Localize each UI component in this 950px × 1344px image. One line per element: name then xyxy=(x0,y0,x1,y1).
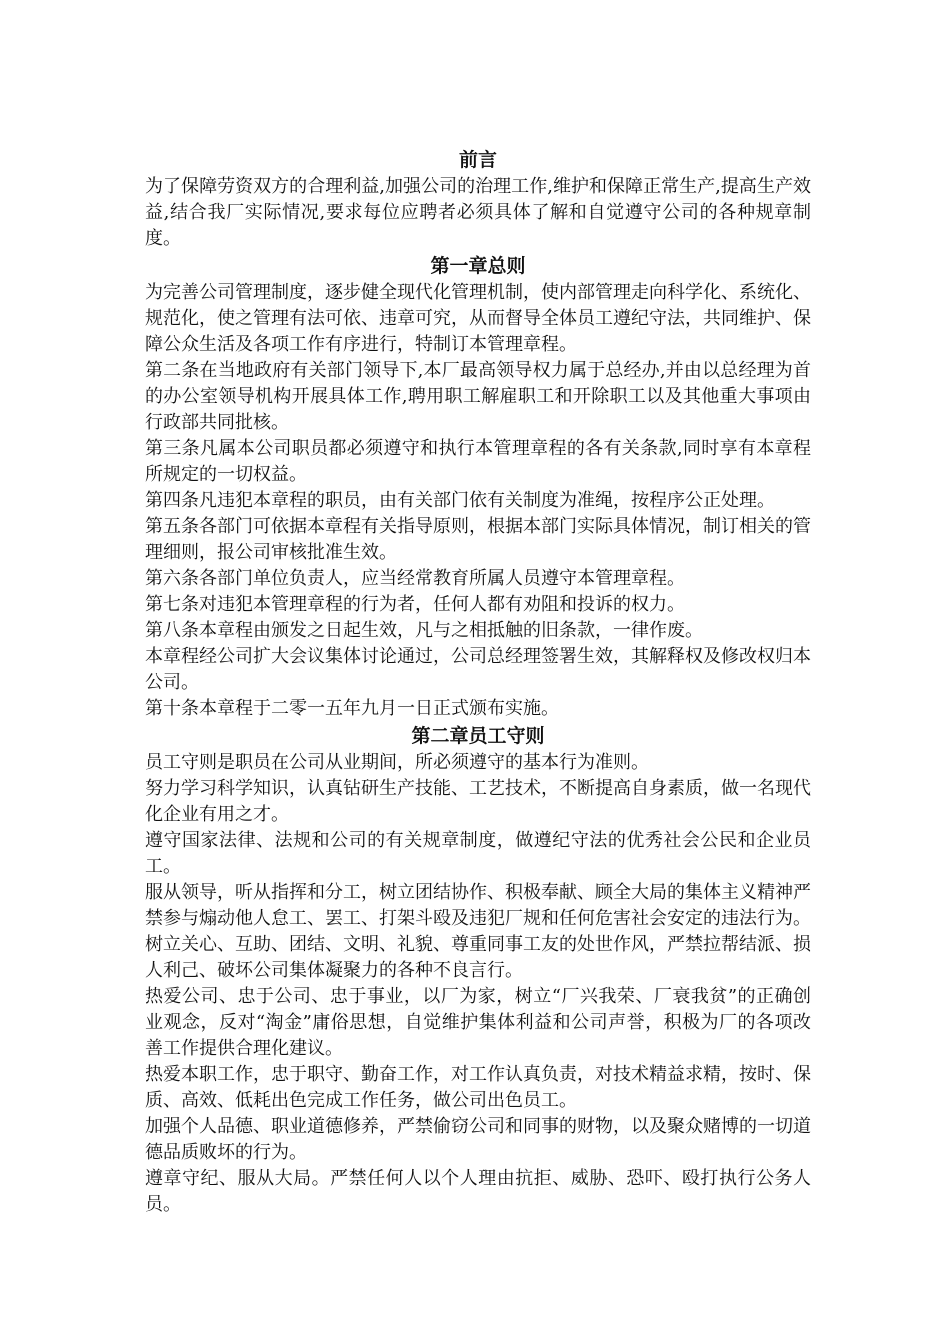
chapter-1-paragraph: 第二条在当地政府有关部门领导下,本厂最高领导权力属于总经办,并由以总经理为首的办公室领导机构开展具体工作,聘用职工解雇职工和开除职工以及其他重大事项由行政部共同批核。 xyxy=(145,360,811,433)
chapter-1-paragraph: 第三条凡属本公司职员都必须遵守和执行本管理章程的各有关条款,同时享有本章程所规定的一切权益。 xyxy=(145,438,811,485)
chapter-2-paragraph: 员工守则是职员在公司从业期间，所必须遵守的基本行为准则。 xyxy=(145,752,649,773)
chapter-2-paragraph: 热爱本职工作，忠于职守、勤奋工作，对工作认真负责，对技术精益求精，按时、保质、高效、低耗出色完成工作任务，做公司出色员工。 xyxy=(145,1064,811,1111)
document-page xyxy=(145,146,811,1218)
chapter-2-paragraph: 树立关心、互助、团结、文明、礼貌、尊重同事工友的处世作风，严禁拉帮结派、损人利己、破坏公司集体凝聚力的各种不良言行。 xyxy=(145,934,811,981)
chapter-2-paragraph: 遵章守纪、服从大局。严禁任何人以个人理由抗拒、威胁、恐吓、殴打执行公务人员。 xyxy=(145,1168,811,1215)
chapter-2-paragraph: 努力学习科学知识，认真钻研生产技能、工艺技术，不断提高自身素质，做一名现代化企业有用之才。 xyxy=(145,778,811,825)
chapter-2-paragraph: 服从领导，听从指挥和分工，树立团结协作、积极奉献、顾全大局的集体主义精神严禁参与煽动他人怠工、罢工、打架斗殴及违犯厂规和任何危害社会安定的违法行为。 xyxy=(145,882,811,929)
chapter-1-paragraph: 第五条各部门可依据本章程有关指导原则，根据本部门实际具体情况，制订相关的管理细则，报公司审核批准生效。 xyxy=(145,516,811,563)
chapter-1-paragraph: 第十条本章程于二零一五年九月一日正式颁布实施。 xyxy=(145,698,559,719)
section-title-preface: 前言 xyxy=(458,149,497,171)
section-title-chapter-1: 第一章总则 xyxy=(430,255,526,277)
chapter-2-paragraph: 热爱公司、忠于公司、忠于事业，以厂为家，树立“厂兴我荣、厂衰我贫”的正确创业观念，反对“淘金”庸俗思想，自觉维护集体利益和公司声誉，积极为厂的各项改善工作提供合理化建议。 xyxy=(145,986,811,1059)
chapter-1-paragraph: 本章程经公司扩大会议集体讨论通过，公司总经理签署生效，其解释权及修改权归本公司。 xyxy=(145,646,811,693)
chapter-1-paragraph: 为完善公司管理制度，逐步健全现代化管理机制，使内部管理走向科学化、系统化、规范化，使之管理有法可依、违章可究，从而督导全体员工遵纪守法，共同维护、保障公众生活及各项工作有序进行，特制订本管理章程。 xyxy=(145,282,811,355)
chapter-1-paragraph: 第四条凡违犯本章程的职员，由有关部门依有关制度为准绳，按程序公正处理。 xyxy=(145,490,775,511)
chapter-2-paragraph: 遵守国家法律、法规和公司的有关规章制度，做遵纪守法的优秀社会公民和企业员工。 xyxy=(145,830,811,877)
chapter-2-paragraph: 加强个人品德、职业道德修养，严禁偷窃公司和同事的财物，以及聚众赌博的一切道德品质败坏的行为。 xyxy=(145,1116,811,1163)
section-title-chapter-2: 第二章员工守则 xyxy=(411,725,545,747)
chapter-1-paragraph: 第八条本章程由颁发之日起生效，凡与之相抵触的旧条款，一律作废。 xyxy=(145,620,703,641)
chapter-1-paragraph: 第七条对违犯本管理章程的行为者，任何人都有劝阻和投诉的权力。 xyxy=(145,594,685,615)
chapter-1-paragraph: 第六条各部门单位负责人，应当经常教育所属人员遵守本管理章程。 xyxy=(145,568,685,589)
preface-paragraph: 为了保障劳资双方的合理利益,加强公司的治理工作,维护和保障正常生产,提高生产效益,结合我厂实际情况,要求每位应聘者必须具体了解和自觉遵守公司的各种规章制度。 xyxy=(145,176,811,249)
